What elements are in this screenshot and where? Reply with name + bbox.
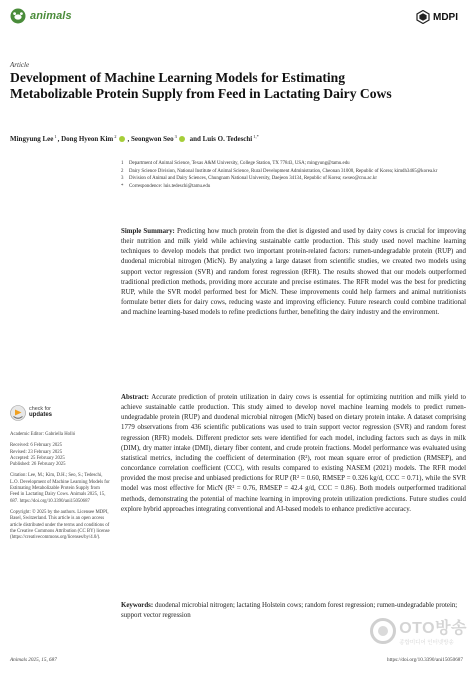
check-for-updates-button[interactable]: [10, 405, 52, 421]
author-affil-ref: 1,*: [253, 133, 259, 139]
journal-reference: Animals 2025, 15, 687: [10, 657, 57, 663]
author-affil-ref: 2: [114, 133, 117, 139]
affiliation-item: 3 Division of Animal and Dairy Sciences, Chungnam National University, Daejeon 34134, Republic of Korea; swseo@cnu.ac.kr: [121, 176, 377, 182]
orcid-icon[interactable]: [179, 136, 185, 142]
article-sidebar: [10, 432, 110, 546]
check-updates-icon: [10, 405, 26, 421]
orcid-icon[interactable]: [119, 136, 125, 142]
article-dates: [10, 443, 110, 468]
published-date: Published: 26 February 2025: [10, 462, 66, 468]
author-name[interactable]: Luis O. Tedeschi: [202, 135, 253, 143]
copyright: Copyright: © 2025 by the authors. Licensee MDPI, Basel, Switzerland. This article is an open access article distributed under the terms and conditions of the Creative Commons Attribution (CC BY) license (https://creativecommons.org/licenses/by/4.0/).: [10, 509, 110, 541]
author-name[interactable]: Mingyung Lee: [10, 135, 54, 143]
affiliation-item: 1 Department of Animal Science, Texas A&M University, College Station, TX 77843, USA; mingyung@tamu.edu: [121, 161, 350, 166]
article-type: Article: [10, 61, 30, 69]
revised-date: Revised: 23 February 2025: [10, 449, 63, 455]
simple-summary-label: Simple Summary:: [121, 228, 175, 235]
publisher-logo: [416, 10, 458, 24]
watermark-subtitle: 종합미디어 인터넷방송: [399, 640, 454, 646]
check-updates-text: check for updates: [29, 406, 53, 418]
abstract-text: Accurate prediction of protein utilization in dairy cows is essential for optimizing nutrition and milk yield to achieve sustainable cattle production. This study aimed to develop novel machine learning models to predict rumen-undegradable protein (RUP) and duodenal microbial nitrogen (MicN) based on dietary protein intake. A dataset comprising 1779 observations from 436 scientific publications was used to train support vector regression (SVR) and random forest regression (RFR) models. Different predictor sets were identified for each model, including factors such as days in milk (DIM), dry matter intake (DMI), dietary fiber content, and crude protein fractions. Model performance was evaluated using statistical metrics, including the coefficient of determination (R²), root mean square error of prediction (RMSEP), and concordance correlation coefficient (CCC), with results compared to existing NASEM (2021) models. The RFR model provided the most precise and unbiased predictions for RUP (R² = 0.60, RMSEP = 0.326 kg/d, CCC = 0.71), while the SVR model was most effective for MicN (R² = 0.76, RMSEP = 42.4 g/d, CCC = 0.86). Both models outperformed traditional methods, demonstrating the potential of machine learning in improving protein utilization predictions. Future studies could explore hybrid approaches integrating conventional and AI-based models to enhance predictive accuracy.: [121, 394, 466, 513]
affiliation-item: 2 Dairy Science Division, National Institute of Animal Science, Rural Development Administration, Cheonan 31000, Republic of Korea; kimdh3465@korea.kr: [121, 168, 438, 174]
author-name[interactable]: Seongwon Seo: [131, 135, 174, 143]
academic-editor: Academic Editor: Gabriella Holló: [10, 432, 76, 437]
abstract-label: Abstract:: [121, 394, 149, 401]
keywords-text: duodenal microbial nitrogen; lactating Holstein cows; random forest regression; rumen-undegradable protein; support vector regression: [121, 602, 458, 620]
author-affil-ref: 1: [54, 133, 57, 139]
journal-emblem-icon: [10, 8, 26, 24]
abstract: [121, 393, 466, 515]
author-name[interactable]: Dong Hyeon Kim: [61, 135, 114, 143]
author-affil-ref: 3: [174, 133, 177, 139]
keywords-label: Keywords:: [121, 602, 154, 609]
affiliations: [121, 161, 466, 191]
publisher-logo-icon: [416, 10, 430, 24]
watermark-title: OTO방송: [399, 620, 467, 637]
doi-link[interactable]: https://doi.org/10.3390/ani15050687: [387, 657, 463, 663]
received-date: Received: 6 February 2025: [10, 443, 63, 449]
citation: Citation: Lee, M.; Kim, D.H.; Seo, S.; Tedeschi, L.O. Development of Machine Learning Models for Estimating Metabolizable Protein Supply from Feed in Lactating Dairy Cows. Animals 2025, 15, 687. https://doi.org/10.3390/ani15050687: [10, 473, 110, 504]
author-list: Mingyung Lee $^1$ , Dong Hyeon Kim $^2$ , Seongwon Seo $^3$ and Luis O. Tedeschi $^{1,*}$: [10, 133, 259, 143]
journal-logo: [10, 8, 72, 24]
publisher-name: MDPI: [433, 11, 458, 23]
article-title: Development of Machine Learning Models for Estimating Metabolizable Protein Supply from Feed in Lactating Dairy Cows: [10, 70, 392, 101]
accepted-date: Accepted: 25 February 2025: [10, 455, 65, 461]
simple-summary: [121, 227, 466, 318]
journal-name: animals: [30, 10, 72, 22]
watermark-logo-icon: [370, 618, 396, 644]
page-footer: [10, 657, 463, 663]
broadcaster-watermark: [370, 615, 467, 646]
correspondence: * Correspondence: luis.tedeschi@tamu.edu: [121, 183, 211, 189]
simple-summary-text: Predicting how much protein from the diet is digested and used by dairy cows is crucial for improving their nutrition and milk yield while achieving sustainable cattle production. This study used novel machine learning techniques to develop models that predict two important protein-related factors: rumen-undegradable protein (RUP) and duodenal microbial nitrogen (MicN). By analyzing a large dataset from scientific studies, we created two models using support vector regression (SVR) and random forest regression (RFR). The results showed that our models outperformed traditional prediction methods, providing more accurate and precise estimates. The RFR model was the best for predicting RUP, while the SVR model performed best for MicN. These improvements could help farmers and animal nutritionists formulate better diets for dairy cows, reducing waste and improving efficiency. Future research could combine traditional and machine learning-based models to refine predictions further, benefiting the dairy industry and the environment.: [121, 228, 466, 317]
